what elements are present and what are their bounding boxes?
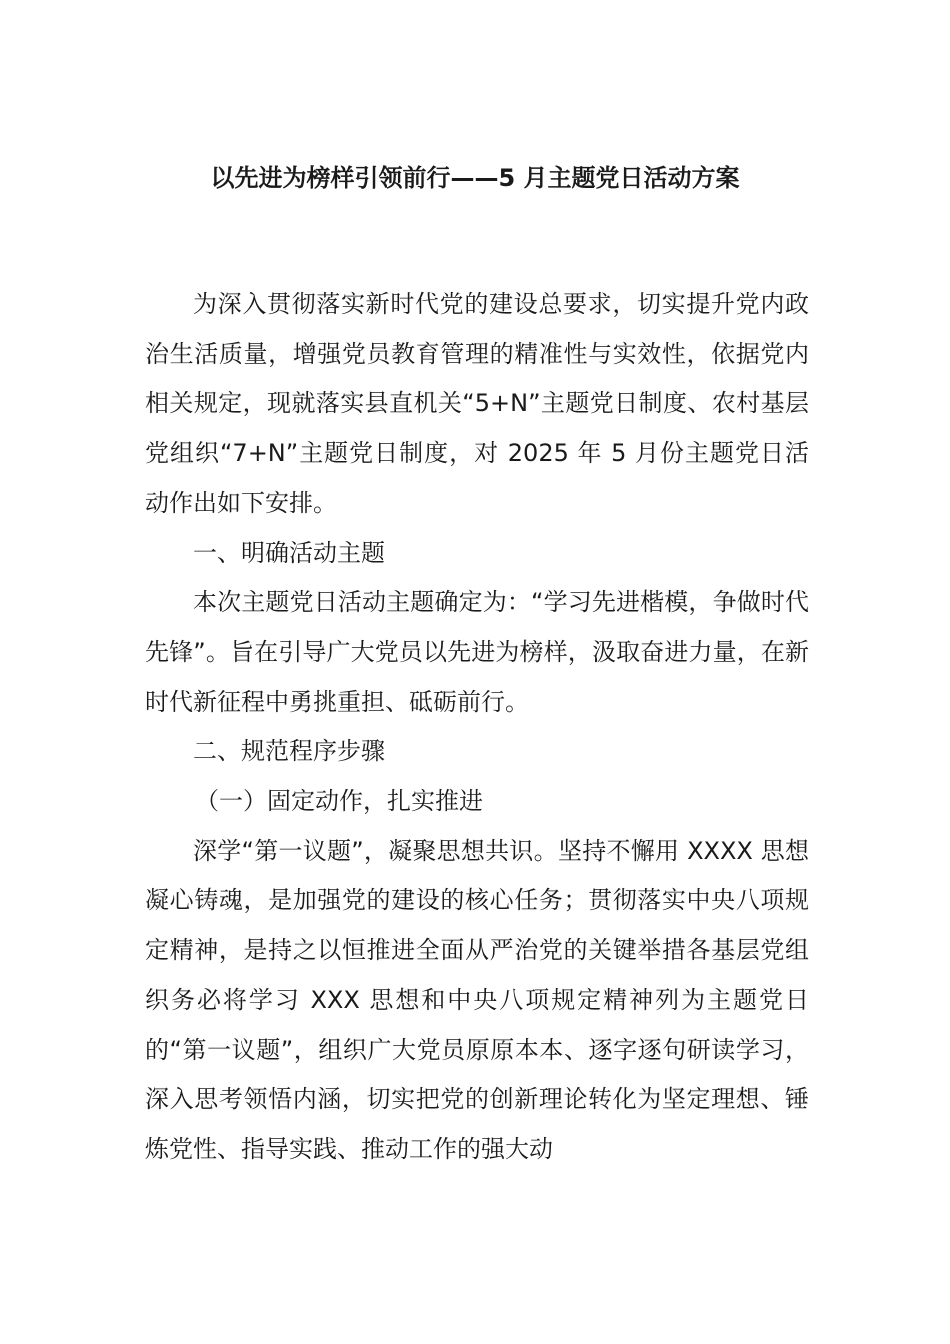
subsection-heading-fixed-actions: （一）固定动作，扎实推进 <box>195 787 483 816</box>
section-heading-theme: 一、明确活动主题 <box>193 538 385 567</box>
theme-paragraph: 本次主题党日活动主题确定为：“学习先进楷模，争做时代先锋”。旨在引导广大党员以先进为榜样，汲取奋进力量，在新时代新征程中勇挑重担、砥砺前行。 <box>145 588 809 716</box>
intro-paragraph: 为深入贯彻落实新时代党的建设总要求，切实提升党内政治生活质量，增强党员教育管理的精准性与实效性，依据党内相关规定，现就落实县直机关“5+N”主题党日制度、农村基层党组织“7+N”主题党日制度，对 2025 年 5 月份主题党日活动作出如下安排。 <box>145 290 809 517</box>
first-topic-paragraph: 深学“第一议题”，凝聚思想共识。坚持不懈用 XXXX 思想凝心铸魂，是加强党的建设的核心任务；贯彻落实中央八项规定精神，是持之以恒推进全面从严治党的关键举措各基层党组织务必将学习 XXX 思想和中央八项规定精神列为主题党日的“第一议题”，组织广大党员原原本本、逐字逐句研读学习，深入思考领悟内涵，切实把党的创新理论转化为坚定理想、锤炼党性、指导实践、推动工作的强大动 <box>145 836 809 1163</box>
document-title: 以先进为榜样引领前行——5 月主题党日活动方案 <box>210 164 740 192</box>
section-heading-procedure: 二、规范程序步骤 <box>193 737 385 766</box>
document-body <box>145 280 809 1175</box>
